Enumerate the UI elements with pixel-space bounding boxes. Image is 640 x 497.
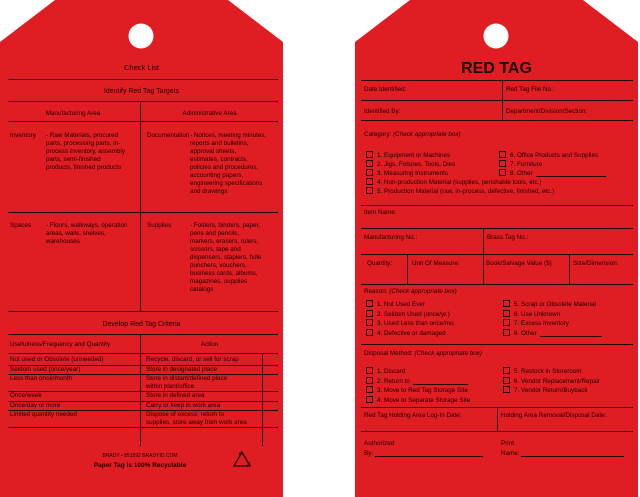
divider — [361, 254, 633, 255]
divider — [361, 120, 633, 121]
adm-item: markers, erasers, rulers, — [190, 238, 259, 245]
reason-option[interactable] — [366, 319, 455, 327]
checkbox[interactable] — [503, 377, 510, 384]
targets-heading: Identify Red Tag Targets — [103, 88, 180, 95]
category-option[interactable] — [366, 178, 542, 186]
divider — [8, 353, 278, 354]
identified-by-label: Identified By: — [364, 108, 401, 115]
checkbox[interactable] — [366, 386, 373, 393]
disposal-option-label: 2. Return to — [377, 377, 410, 385]
mfg-item: process inventory, assembly — [46, 148, 125, 155]
divider — [8, 311, 278, 312]
criteria-heading: Develop Red Tag Criteria — [102, 321, 181, 328]
checkbox[interactable] — [366, 160, 373, 167]
criteria-action: Store in designated place — [146, 365, 218, 373]
divider — [8, 334, 278, 335]
mfg-label-inventory: Inventory — [10, 132, 36, 139]
item-name-label: Item Name: — [364, 209, 397, 216]
reason-option[interactable] — [503, 319, 569, 327]
quantity-label: Quantity: — [367, 260, 393, 267]
divider — [361, 344, 633, 345]
criteria-usefulness: Less than once/month — [10, 375, 72, 382]
criteria-usefulness: Once/week — [10, 392, 42, 399]
reason-hint: (Check appropriate box) — [389, 288, 457, 295]
checklist-tag — [0, 0, 283, 497]
disposal-option[interactable] — [503, 367, 582, 375]
reason-label: Reason: — [364, 288, 388, 295]
criteria-usefulness: Once/day or more — [10, 401, 61, 409]
reason-option-label: 2. Seldom Used (once/yr.) — [377, 310, 450, 318]
field-divider — [483, 228, 484, 284]
col-usefulness: Usefulness/Frequency and Quantity — [10, 341, 111, 348]
checkbox[interactable] — [366, 329, 373, 336]
field-divider — [407, 254, 408, 284]
manufacturing-no-label: Manufacturing No.: — [364, 234, 418, 241]
category-label: Category: — [364, 131, 392, 138]
checklist-title: Check List — [123, 63, 159, 72]
criteria-action: Store in distant/defined place — [146, 375, 228, 382]
file-no-label: Red Tag File No.: — [506, 86, 555, 93]
adm-item: accounting papers, — [190, 172, 244, 179]
adm-item: dispensers, staplers, hole — [190, 254, 262, 261]
book-salvage-value-label: Book/Salvage Value ($) — [486, 260, 552, 267]
brass-tag-no-label: Brass Tag No.: — [487, 234, 529, 241]
holding-login-label: Red Tag Holding Area Log-In Date: — [364, 412, 462, 419]
table-row-divider — [8, 427, 278, 428]
criteria-usefulness: Not used or Obsolete (unneeded) — [10, 356, 104, 363]
category-option-label: 6. Office Products and Supplies — [510, 152, 599, 159]
disposal-option-label: 7. Vendor Return/Buyback — [514, 387, 588, 394]
mfg-item: areas, walls, shelves, — [46, 230, 106, 237]
col-manufacturing: Manufacturing Area — [45, 110, 101, 117]
category-option[interactable] — [366, 169, 448, 177]
adm-item: engineering specifications — [190, 180, 263, 187]
criteria-action: Carry or keep in work area — [146, 401, 221, 409]
criteria-usefulness: Limited quantity needed — [10, 411, 77, 418]
divider — [8, 101, 278, 102]
checkbox[interactable] — [366, 151, 373, 158]
divider — [361, 205, 633, 206]
category-option[interactable] — [499, 169, 606, 177]
checkbox[interactable] — [366, 396, 373, 403]
holding-removal-label: Holding Area Removal/Disposal Date: — [501, 412, 607, 419]
disposal-option-label: 6. Vendor Replacement/Repair — [514, 377, 601, 385]
red-tag-title: RED TAG — [461, 60, 532, 77]
category-option-label: 7. Furniture — [510, 161, 543, 168]
reason-option-label: 3. Used Less than once/mo. — [377, 320, 456, 327]
by-label: By: — [364, 450, 374, 457]
department-label: Department/Division/Section: — [506, 108, 588, 115]
checkbox[interactable] — [366, 367, 373, 374]
disposal-option-label: 4. Move to Separate Storage Site — [377, 396, 471, 404]
divider — [361, 80, 633, 81]
reason-option[interactable] — [503, 300, 596, 308]
category-option-label: 5. Production Material (raw, in-process, defective, finished, etc.) — [377, 188, 555, 195]
adm-item: - Notices, meeting minutes, — [190, 132, 267, 139]
disposal-option[interactable] — [366, 377, 468, 385]
print-name-field — [501, 450, 624, 457]
column-divider — [140, 334, 141, 446]
disposal-option-label: 3. Move to Red Tag Storage Site — [377, 387, 468, 394]
adm-item: and drawings — [190, 188, 228, 195]
divider — [8, 121, 278, 122]
mfg-item: - Raw Materials, procured — [46, 132, 119, 139]
checkbox[interactable] — [366, 319, 373, 326]
checkbox[interactable] — [366, 178, 373, 185]
category-option[interactable] — [366, 160, 455, 168]
category-option[interactable] — [499, 151, 598, 159]
reason-option-label: 7. Excess Inventory — [514, 320, 569, 327]
checkbox[interactable] — [503, 386, 510, 393]
checkbox[interactable] — [499, 151, 506, 158]
criteria-usefulness: Seldom used (once/year) — [10, 365, 81, 373]
reason-heading — [364, 288, 457, 295]
recycle-icon — [232, 450, 252, 468]
divider — [361, 284, 633, 285]
checkbox[interactable] — [366, 169, 373, 176]
reason-option-label: 8. Other — [514, 329, 537, 337]
reason-option[interactable] — [366, 300, 425, 308]
category-heading — [364, 131, 461, 138]
unit-of-measure-label: Unit Of Measure: — [412, 260, 460, 267]
category-option[interactable] — [366, 187, 554, 195]
mfg-item: parts, semi-finished — [46, 156, 101, 163]
disposal-option[interactable] — [503, 377, 600, 385]
authorized-by-field — [364, 450, 483, 457]
print-label: Print — [501, 440, 514, 447]
reason-option[interactable] — [366, 329, 446, 337]
mfg-label-spaces: Spaces — [10, 222, 32, 229]
checkbox[interactable] — [499, 160, 506, 167]
table-row-divider — [8, 391, 278, 392]
category-option-label: 8. Other — [510, 170, 533, 177]
column-divider — [140, 101, 141, 311]
red-tag — [355, 0, 638, 497]
authorized-label: Authorized — [364, 440, 395, 447]
divider — [361, 228, 633, 229]
adm-item: pens and pencils, — [190, 230, 240, 237]
checkbox[interactable] — [503, 310, 510, 317]
category-option-label: 1. Equipment or Machines — [377, 152, 451, 159]
category-option[interactable] — [366, 151, 450, 159]
reason-option-label: 4. Defective or damaged — [377, 329, 446, 337]
disposal-hint: (Check appropriate box) — [414, 350, 482, 357]
category-hint: (Check appropriate box) — [393, 131, 461, 138]
disposal-option[interactable] — [503, 386, 588, 394]
adm-item: approval sheets, — [190, 148, 237, 155]
disposal-option[interactable] — [366, 367, 405, 375]
checkbox[interactable] — [503, 319, 510, 326]
divider — [361, 431, 633, 432]
date-identified-label: Date Identified: — [364, 86, 407, 93]
category-option[interactable] — [499, 160, 542, 168]
mfg-item: products, finished products — [46, 164, 122, 171]
disposal-option-label: 1. Discard — [377, 368, 406, 375]
criteria-action: within plant/office — [146, 383, 195, 390]
checkbox[interactable] — [366, 187, 373, 194]
mfg-item: parts, processing parts, in- — [46, 140, 121, 147]
disposal-option[interactable] — [366, 386, 468, 394]
disposal-heading — [364, 350, 482, 357]
checkbox[interactable] — [499, 169, 506, 176]
disposal-option-label: 5. Restock in Storeroom — [514, 368, 582, 375]
checkbox[interactable] — [503, 329, 510, 336]
adm-label-documentation: Documentation — [147, 132, 190, 139]
adm-item: scissors, tape and — [190, 246, 241, 253]
divider — [8, 79, 278, 80]
reason-option-label: 5. Scrap or Obsolete Material — [514, 301, 596, 308]
adm-label-supplies: Supplies — [147, 222, 172, 229]
disposal-label: Disposal Method: — [364, 350, 413, 357]
field-divider — [497, 407, 498, 431]
checkbox-column-divider — [262, 353, 263, 446]
footer-recyclable: Paper Tag is 100% Recyclable — [93, 462, 187, 469]
category-option-label: 3. Measuring Instruments — [377, 170, 449, 177]
adm-item: magazines, supplies — [190, 278, 248, 285]
mfg-item: warehouses — [46, 238, 80, 245]
checkbox[interactable] — [503, 300, 510, 307]
size-dimension-label: Size/Dimension: — [573, 260, 619, 267]
adm-item: business cards, albums, — [190, 270, 258, 277]
reason-option[interactable] — [503, 310, 560, 318]
adm-item: catalogs — [190, 286, 214, 293]
reason-option-label: 1. Not Used Ever — [377, 301, 425, 308]
divider — [361, 100, 633, 101]
col-action: Action — [200, 341, 219, 348]
category-option-label: 2. Jigs, Fixtures, Tools, Dies — [377, 161, 456, 168]
reason-option-label: 6. Use Unknown — [514, 310, 561, 318]
adm-item: reports and bulletins, — [190, 140, 249, 147]
criteria-action: Dispose of excess; return to — [146, 411, 225, 418]
criteria-action: supplies, store away from work area — [146, 419, 247, 426]
reason-option[interactable] — [366, 310, 450, 318]
adm-item: punchers, vouchers, — [190, 262, 247, 269]
category-option-label: 4. Non-production Material (supplies, perishable tools, etc.) — [377, 179, 542, 186]
adm-item: policies and procedures, — [190, 164, 259, 171]
checkbox[interactable] — [503, 367, 510, 374]
criteria-action: Recycle, discard, or sell for scrap — [146, 356, 239, 363]
disposal-option[interactable] — [366, 396, 470, 404]
checkbox[interactable] — [366, 310, 373, 317]
adm-item: - Folders, binders, paper, — [190, 222, 261, 229]
mfg-item: - Floors, walkways, operation — [46, 222, 128, 229]
footer-brand: BRADY • 851592 BRADYID.COM — [102, 453, 178, 459]
checkbox[interactable] — [366, 377, 373, 384]
field-divider — [569, 254, 570, 284]
divider — [8, 212, 278, 213]
criteria-action: Store in defined area — [146, 392, 205, 399]
adm-item: estimates, contracts, — [190, 156, 248, 163]
checkbox[interactable] — [366, 300, 373, 307]
name-label: Name: — [501, 450, 520, 457]
reason-option[interactable] — [503, 329, 602, 337]
col-administrative: Administrative Area — [182, 110, 237, 117]
